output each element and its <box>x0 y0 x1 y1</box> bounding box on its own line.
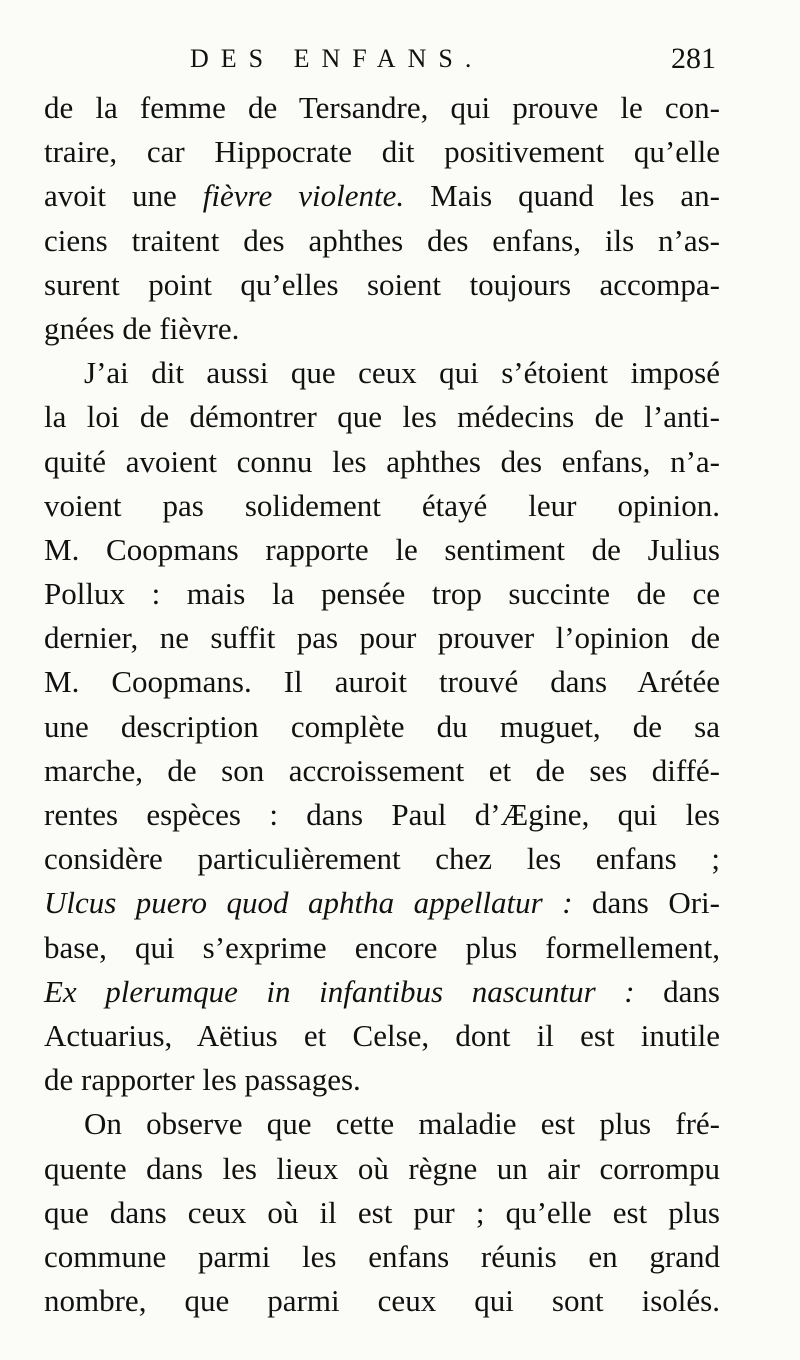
text-segment: une description complète du muguet, de sa <box>44 708 720 744</box>
text-segment: nombre, que parmi ceux qui sont isolés. <box>44 1283 720 1319</box>
text-segment: Pollux : mais la pensée trop succinte de ce <box>44 576 720 612</box>
text-line <box>44 1102 720 1146</box>
body-text <box>44 86 720 1323</box>
text-line <box>44 86 720 130</box>
text-line <box>44 881 720 925</box>
text-line <box>44 395 720 439</box>
text-segment: marche, de son accroissement et de ses diffé- <box>44 752 720 788</box>
text-segment: rentes espèces : dans Paul d’Ægine, qui les <box>44 797 720 832</box>
text-line <box>44 1147 720 1191</box>
text-line <box>44 440 720 484</box>
text-line <box>44 528 720 572</box>
italic-text: Ulcus puero quod aphtha appellatur : <box>44 885 573 921</box>
text-line <box>44 837 720 881</box>
text-line <box>44 660 720 704</box>
text-segment: base, qui s’exprime encore plus formellement, <box>44 929 720 965</box>
text-line <box>44 970 720 1014</box>
text-segment: Mais quand les an- <box>404 178 720 214</box>
text-line <box>44 793 720 837</box>
text-line <box>44 1058 720 1102</box>
text-segment: Actuarius, Aëtius et Celse, dont il est inutile <box>44 1017 720 1053</box>
text-segment: voient pas solidement étayé leur opinion. <box>44 487 720 523</box>
text-segment: de rapporter les passages. <box>44 1062 361 1098</box>
text-line <box>44 307 720 351</box>
text-segment: la loi de démontrer que les médecins de l’anti- <box>44 399 720 435</box>
italic-text: fièvre violente. <box>202 178 405 214</box>
text-line <box>44 749 720 793</box>
page-header <box>40 40 716 84</box>
text-line <box>44 1235 720 1279</box>
text-segment: commune parmi les enfans réunis en grand <box>44 1238 720 1274</box>
text-segment: gnées de fièvre. <box>44 310 240 346</box>
text-segment: On observe que cette maladie est plus fré- <box>84 1106 720 1142</box>
text-line <box>44 484 720 528</box>
text-segment: dernier, ne suffit pas pour prouver l’opinion de <box>44 620 720 656</box>
text-line <box>44 705 720 749</box>
text-segment: avoit une <box>44 178 203 214</box>
text-segment: ciens traitent des aphthes des enfans, ils n’as- <box>44 222 720 258</box>
text-line <box>44 926 720 970</box>
text-segment: J’ai dit aussi que ceux qui s’étoient imposé <box>84 355 720 391</box>
text-segment: M. Coopmans rapporte le sentiment de Julius <box>44 531 720 567</box>
text-line <box>44 1014 720 1058</box>
text-line <box>44 616 720 660</box>
text-segment: considère particulièrement chez les enfans ; <box>44 841 720 877</box>
text-line <box>44 572 720 616</box>
page-number: 281 <box>671 42 716 75</box>
text-line <box>44 174 720 218</box>
text-line <box>44 219 720 263</box>
running-head: DES ENFANS. <box>190 44 484 73</box>
text-segment: quente dans les lieux où règne un air corrompu <box>44 1150 720 1186</box>
text-line <box>44 1279 720 1323</box>
text-segment: de la femme de Tersandre, qui prouve le con- <box>44 90 720 125</box>
text-segment: que dans ceux où il est pur ; qu’elle est plus <box>44 1194 720 1230</box>
italic-text: Ex plerumque in infantibus nascuntur : <box>44 973 635 1009</box>
text-line <box>44 1191 720 1235</box>
text-line <box>44 130 720 174</box>
text-line <box>44 351 720 395</box>
text-segment: traire, car Hippocrate dit positivement qu’elle <box>44 134 720 170</box>
text-segment: dans <box>634 973 720 1009</box>
text-segment: quité avoient connu les aphthes des enfans, n’a- <box>44 443 720 479</box>
text-segment: surent point qu’elles soient toujours accompa- <box>44 266 720 302</box>
text-line <box>44 263 720 307</box>
text-segment: dans Ori- <box>572 885 720 921</box>
text-segment: M. Coopmans. Il auroit trouvé dans Arétée <box>44 664 720 700</box>
